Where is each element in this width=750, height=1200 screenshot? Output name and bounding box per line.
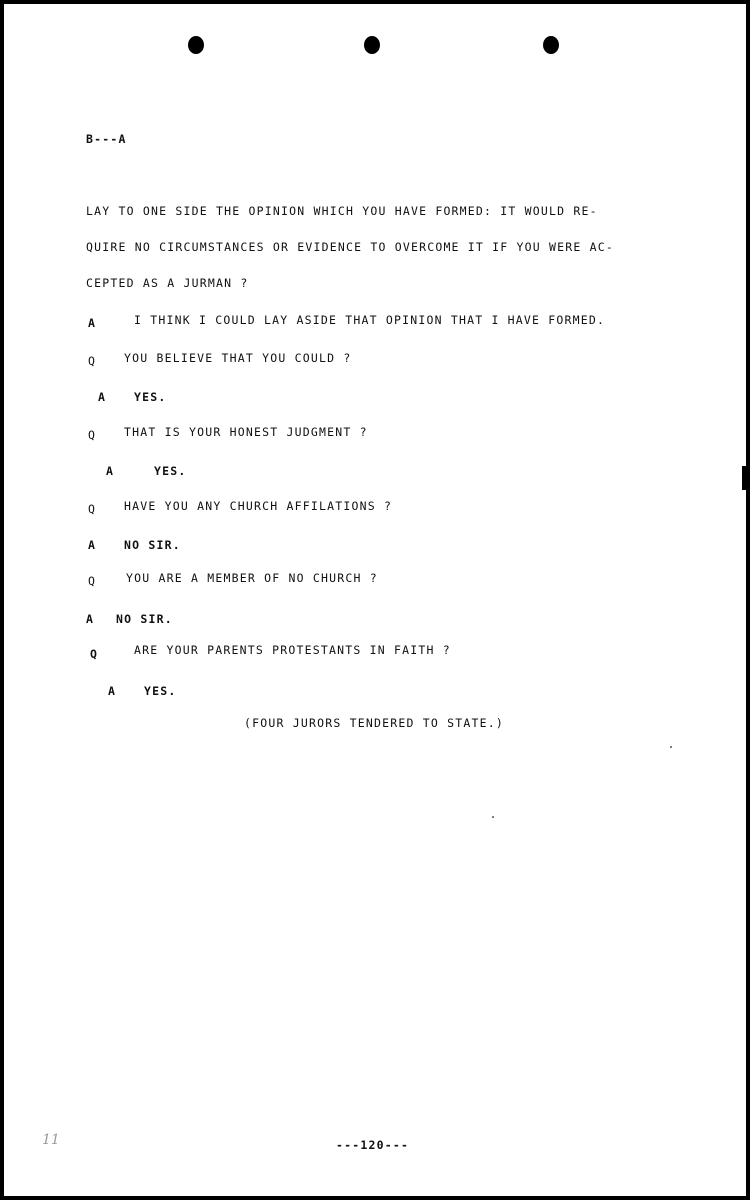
speaker-label: Q bbox=[90, 647, 99, 661]
speaker-label: A bbox=[108, 684, 117, 698]
punch-hole-icon bbox=[364, 36, 380, 54]
answer-text: YES. bbox=[154, 464, 187, 478]
speaker-label: A bbox=[88, 316, 97, 330]
answer-text: NO SIR. bbox=[124, 538, 181, 552]
handwritten-mark: 11 bbox=[42, 1132, 60, 1148]
answer-text: NO SIR. bbox=[116, 612, 173, 626]
speaker-label: Q bbox=[88, 502, 97, 516]
speck bbox=[670, 746, 672, 748]
speaker-label: Q bbox=[88, 574, 97, 588]
question-text: HAVE YOU ANY CHURCH AFFILATIONS ? bbox=[124, 499, 393, 513]
page-header-code: B---A bbox=[86, 132, 127, 146]
answer-text: I THINK I COULD LAY ASIDE THAT OPINION THAT I HAVE FORMED. bbox=[134, 313, 606, 327]
speck bbox=[492, 816, 494, 818]
intro-line-2: QUIRE NO CIRCUMSTANCES OR EVIDENCE TO OVERCOME IT IF YOU WERE AC- bbox=[86, 240, 615, 254]
punch-hole-icon bbox=[543, 36, 559, 54]
edge-mark bbox=[742, 466, 746, 490]
speaker-label: A bbox=[86, 612, 95, 626]
speaker-label: A bbox=[88, 538, 97, 552]
speaker-label: Q bbox=[88, 354, 97, 368]
question-text: YOU ARE A MEMBER OF NO CHURCH ? bbox=[126, 571, 378, 585]
speaker-label: Q bbox=[88, 428, 97, 442]
intro-line-3: CEPTED AS A JURMAN ? bbox=[86, 276, 249, 290]
punch-hole-icon bbox=[188, 36, 204, 54]
question-text: YOU BELIEVE THAT YOU COULD ? bbox=[124, 351, 352, 365]
parenthetical-note: (FOUR JURORS TENDERED TO STATE.) bbox=[244, 716, 504, 730]
question-text: THAT IS YOUR HONEST JUDGMENT ? bbox=[124, 425, 368, 439]
speaker-label: A bbox=[98, 390, 107, 404]
intro-line-1: LAY TO ONE SIDE THE OPINION WHICH YOU HAVE FORMED: IT WOULD RE- bbox=[86, 204, 598, 218]
speaker-label: A bbox=[106, 464, 115, 478]
question-text: ARE YOUR PARENTS PROTESTANTS IN FAITH ? bbox=[134, 643, 451, 657]
answer-text: YES. bbox=[134, 390, 167, 404]
page-number: ---120--- bbox=[336, 1138, 410, 1152]
answer-text: YES. bbox=[144, 684, 177, 698]
